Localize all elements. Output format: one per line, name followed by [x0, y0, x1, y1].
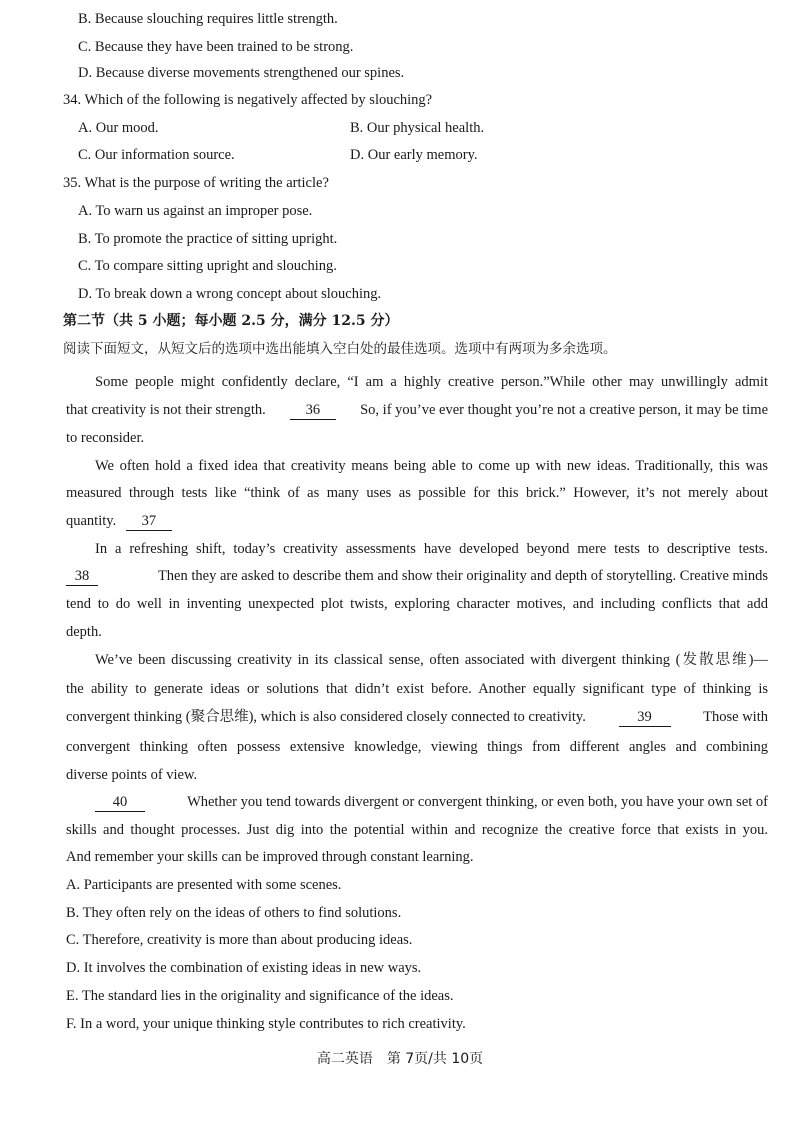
choice-d: D. It involves the combination of existing ideas in new ways.	[66, 960, 422, 976]
blank-39[interactable]: 39	[619, 710, 671, 727]
passage-line: measured through tests like “think of as many uses as possible for this brick.” However, it’s not merely about	[66, 485, 768, 501]
passage-line: tend to do well in inventing unexpected plot twists, exploring character motives, and including conflicts that add	[66, 596, 768, 612]
passage-line: depth.	[66, 624, 102, 640]
q35-option-b: B. To promote the practice of sitting upright.	[78, 231, 338, 247]
blank-38[interactable]: 38	[66, 569, 98, 586]
passage-line: skills and thought processes. Just dig into the potential within and recognize the creative force that exists in you.	[66, 822, 768, 838]
q33-option-b: B. Because slouching requires little strength.	[78, 11, 338, 27]
choice-b: B. They often rely on the ideas of others to find solutions.	[66, 905, 402, 921]
passage-line: diverse points of view.	[66, 767, 198, 783]
passage-line: We often hold a fixed idea that creativity means being able to come up with new ideas. Traditionally, this was	[95, 458, 768, 474]
q34-option-c: C. Our information source.	[78, 147, 235, 163]
q35-option-d: D. To break down a wrong concept about slouching.	[78, 286, 382, 302]
q34-option-a: A. Our mood.	[78, 120, 159, 136]
choice-c: C. Therefore, creativity is more than about producing ideas.	[66, 932, 413, 948]
q35-option-c: C. To compare sitting upright and slouching.	[78, 258, 337, 274]
q33-option-d: D. Because diverse movements strengthened our spines.	[78, 65, 405, 81]
passage-line	[95, 795, 768, 812]
passage-text: So, if you’ve ever thought you’re not a creative person, it may be time	[360, 402, 768, 418]
blank-40[interactable]: 40	[95, 795, 145, 812]
page-footer: 高二英语 第 7页/共 10页	[316, 1051, 484, 1067]
passage-text: that creativity is not their strength.	[66, 402, 266, 418]
passage-line	[66, 569, 768, 586]
passage-line: convergent thinking often possess extensive knowledge, viewing things from different angles and combining	[66, 739, 768, 755]
q35-option-a: A. To warn us against an improper pose.	[78, 203, 313, 219]
choice-a: A. Participants are presented with some scenes.	[66, 877, 342, 893]
q34-option-d: D. Our early memory.	[350, 147, 478, 163]
q35-stem: 35. What is the purpose of writing the article?	[63, 175, 329, 191]
passage-text: Whether you tend towards divergent or convergent thinking, or even both, you have your own set of	[187, 794, 768, 810]
passage-line	[66, 514, 172, 531]
blank-37[interactable]: 37	[126, 514, 172, 531]
passage-line: We’ve been discussing creativity in its classical sense, often associated with divergent thinking (发散思维)—	[95, 652, 768, 668]
passage-text: Those with	[703, 709, 768, 725]
passage-line: In a refreshing shift, today’s creativity assessments have developed beyond mere tests to descriptive tests.	[95, 541, 768, 557]
section-heading: 第二节（共 5 小题；每小题 2.5 分，满分 12.5 分）	[63, 313, 399, 329]
passage-line	[66, 710, 768, 727]
section-instruction: 阅读下面短文，从短文后的选项中选出能填入空白处的最佳选项。选项中有两项为多余选项。	[63, 341, 617, 357]
passage-line: the ability to generate ideas or solutions that didn’t exist before. Another equally significant type of thinking is	[66, 681, 768, 697]
q34-stem: 34. Which of the following is negatively affected by slouching?	[63, 92, 433, 108]
passage-text: quantity.	[66, 513, 117, 529]
choice-f: F. In a word, your unique thinking style contributes to rich creativity.	[66, 1016, 466, 1032]
passage-text: Then they are asked to describe them and show their originality and depth of storytelling. Creative minds	[157, 568, 768, 584]
q34-option-b: B. Our physical health.	[350, 120, 485, 136]
passage-line: to reconsider.	[66, 430, 145, 446]
passage-line: Some people might confidently declare, “I am a highly creative person.”While other may unwillingly admit	[95, 374, 768, 390]
choice-e: E. The standard lies in the originality and significance of the ideas.	[66, 988, 454, 1004]
passage-line	[66, 403, 768, 420]
blank-36[interactable]: 36	[290, 403, 336, 420]
passage-text: convergent thinking (聚合思维), which is also considered closely connected to creativity.	[66, 709, 586, 725]
q33-option-c: C. Because they have been trained to be strong.	[78, 39, 354, 55]
passage-line: And remember your skills can be improved through constant learning.	[66, 849, 474, 865]
